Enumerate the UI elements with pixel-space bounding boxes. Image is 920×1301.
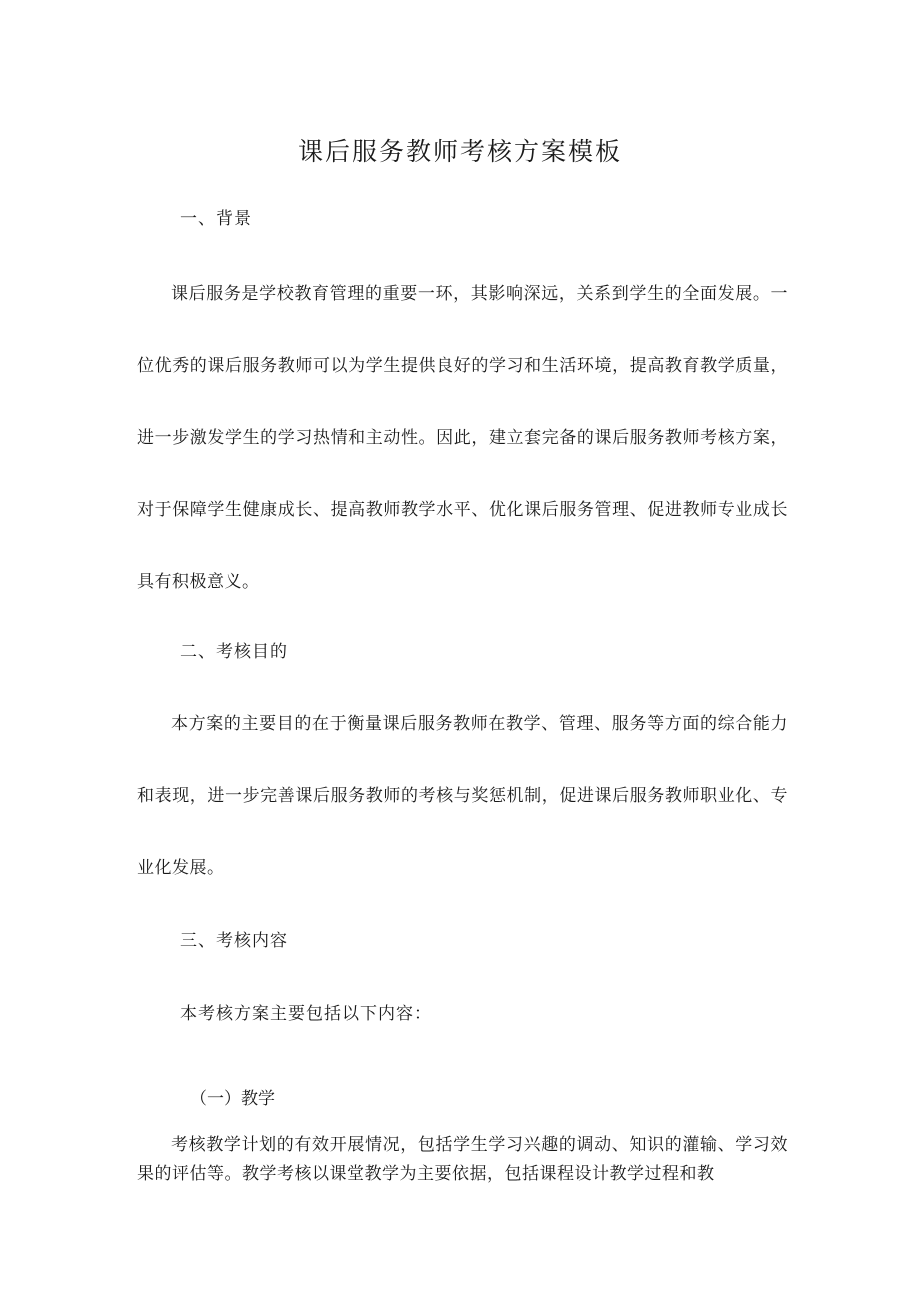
content-intro: 本考核方案主要包括以下内容： [180,1004,432,1024]
section-heading-background: 一、背景 [180,209,252,229]
section-heading-content: 三、考核内容 [180,931,288,951]
subsection-heading-teaching: （一）教学 [190,1089,275,1109]
background-paragraph: 课后服务是学校教育管理的重要一环，其影响深远，关系到学生的全面发展。一位优秀的课后服务教师可以为学生提供良好的学习和生活环境，提高教育教学质量，进一步激发学生的学习热情和主动性。因此，建立套完备的课后服务教师考核方案，对于保障学生健康成长、提高教师教学水平、优化课后服务管理、促进教师专业成长具有积极意义。 [137,284,788,592]
teaching-paragraph: 考核教学计划的有效开展情况，包括学生学习兴趣的调动、知识的灌输、学习效果的评估等。教学考核以课堂教学为主要依据，包括课程设计教学过程和教 [137,1135,788,1184]
section-heading-purpose: 二、考核目的 [180,642,288,662]
purpose-paragraph: 本方案的主要目的在于衡量课后服务教师在教学、管理、服务等方面的综合能力和表现，进一步完善课后服务教师的考核与奖惩机制，促进课后服务教师职业化、专业化发展。 [137,714,788,878]
document-title: 课后服务教师考核方案模板 [297,137,622,166]
